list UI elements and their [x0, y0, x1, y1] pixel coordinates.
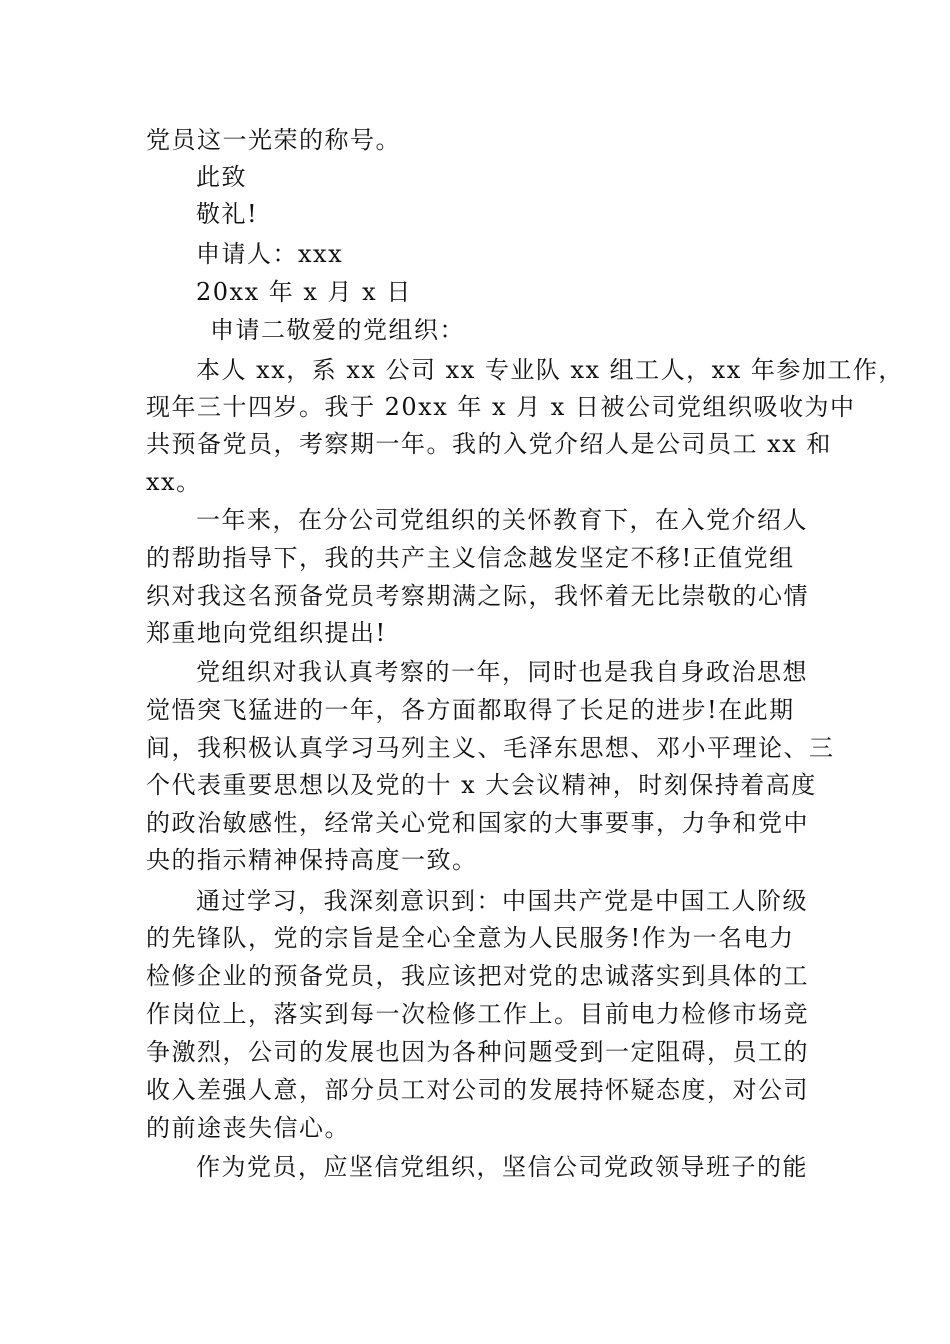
text-line: 共预备党员，考察期一年。我的入党介绍人是公司员工 xx 和 [146, 430, 832, 458]
text-line: 的前途丧失信心。 [146, 1114, 350, 1142]
text-line: 作为党员，应坚信党组织，坚信公司党政领导班子的能 [196, 1153, 808, 1181]
text-line: xx。 [146, 468, 202, 496]
text-line: 检修企业的预备党员，我应该把对党的忠诚落实到具体的工 [146, 962, 809, 990]
text-line: 间，我积极认真学习马列主义、毛泽东思想、邓小平理论、三 [146, 734, 835, 762]
text-line: 现年三十四岁。我于 20xx 年 x 月 x 日被公司党组织吸收为中 [146, 393, 856, 421]
text-line: 个代表重要思想以及党的十 x 大会议精神，时刻保持着高度 [146, 771, 817, 799]
section-heading: 申请二敬爱的党组织： [210, 316, 465, 344]
text-line: 本人 xx，系 xx 公司 xx 专业队 xx 组工人，xx 年参加工作， [196, 356, 904, 384]
signature-date: 20xx 年 x 月 x 日 [196, 278, 412, 306]
text-line: 一年来，在分公司党组织的关怀教育下，在入党介绍人 [196, 506, 808, 534]
text-line: 作岗位上，落实到每一次检修工作上。目前电力检修市场竞 [146, 1000, 809, 1028]
closing-salutation: 此致 [196, 163, 247, 191]
text-line: 争激烈，公司的发展也因为各种问题受到一定阻碍，员工的 [146, 1038, 809, 1066]
text-line: 的先锋队，党的宗旨是全心全意为人民服务!作为一名电力 [146, 924, 795, 952]
applicant-signature: 申请人：xxx [196, 240, 344, 268]
text-line: 党组织对我认真考察的一年，同时也是我自身政治思想 [196, 658, 808, 686]
text-line: 党员这一光荣的称号。 [146, 126, 401, 154]
text-line: 觉悟突飞猛进的一年，各方面都取得了长足的进步!在此期 [146, 696, 795, 724]
closing-regards: 敬礼! [196, 200, 259, 228]
text-line: 通过学习，我深刻意识到：中国共产党是中国工人阶级 [196, 887, 808, 915]
text-line: 央的指示精神保持高度一致。 [146, 846, 478, 874]
text-line: 的帮助指导下，我的共产主义信念越发坚定不移!正值党组 [146, 544, 795, 572]
text-line: 收入差强人意，部分员工对公司的发展持怀疑态度，对公司 [146, 1076, 809, 1104]
text-line: 郑重地向党组织提出! [146, 619, 387, 647]
text-line: 的政治敏感性，经常关心党和国家的大事要事，力争和党中 [146, 809, 809, 837]
text-line: 织对我这名预备党员考察期满之际，我怀着无比崇敬的心情 [146, 582, 809, 610]
